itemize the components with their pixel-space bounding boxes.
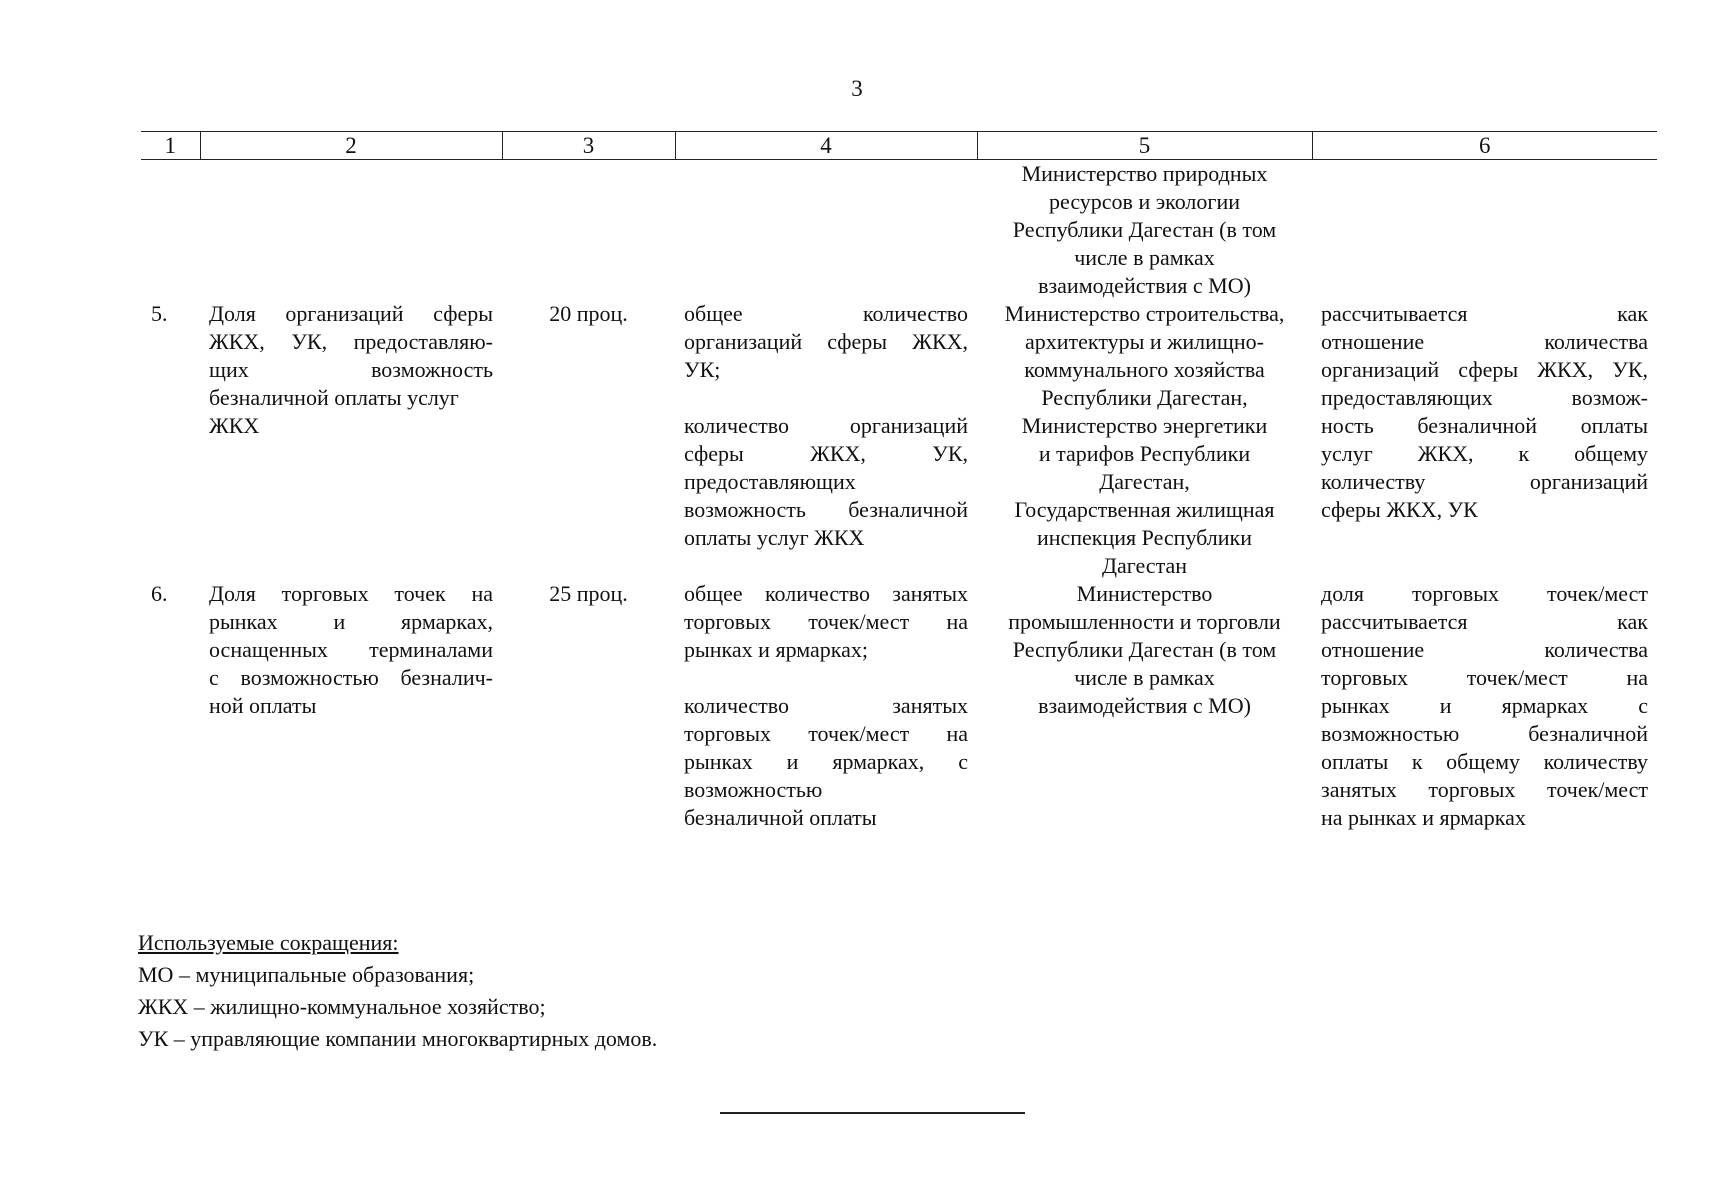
- column-header: 6: [1312, 132, 1657, 160]
- row-number: 6.: [151, 581, 168, 606]
- text-line: ной оплаты: [209, 693, 317, 718]
- text-line: количеству организаций: [1321, 469, 1648, 494]
- text-line: и тарифов Республики: [1038, 441, 1251, 466]
- responsible-cell: [977, 160, 1312, 301]
- text-line: возможностью: [684, 777, 823, 802]
- text-line: отношение количества: [1321, 637, 1648, 662]
- text-line: торговых точек/мест на: [684, 721, 968, 746]
- text-line: Министерство: [1076, 581, 1213, 606]
- text-line: ность безналичной оплаты: [1321, 413, 1648, 438]
- data-source-cell: [675, 580, 977, 832]
- text-line: оплаты к общему количеству: [1321, 749, 1648, 774]
- table-header-row: [141, 132, 1657, 160]
- text-line: рынках и ярмарках, с: [684, 749, 968, 774]
- text-line: занятых торговых точек/мест: [1321, 777, 1648, 802]
- text-line: сферы ЖКХ, УК,: [684, 441, 968, 466]
- text-line: Доля организаций сферы: [209, 301, 493, 326]
- text-line: организаций сферы ЖКХ, УК,: [1321, 357, 1648, 382]
- text-line: возможность безналичной: [684, 497, 968, 522]
- text-line: Дагестан: [1101, 553, 1187, 578]
- column-header: 2: [200, 132, 502, 160]
- row-number: 5.: [151, 301, 168, 326]
- column-header: 3: [502, 132, 675, 160]
- text-line: рынках и ярмарках с: [1321, 693, 1648, 718]
- text-line: общее количество: [684, 301, 968, 326]
- text-line: УК;: [684, 357, 721, 382]
- text-line: доля торговых точек/мест: [1321, 581, 1648, 606]
- text-line: Республики Дагестан (в том: [1012, 637, 1277, 662]
- text-line: Министерство строительства,: [1004, 301, 1285, 326]
- abbreviations-title: Используемые сокращения:: [138, 930, 399, 955]
- text-line: Республики Дагестан,: [1041, 385, 1248, 410]
- text-line: торговых точек/мест на: [684, 609, 968, 634]
- column-header: 4: [675, 132, 977, 160]
- abbreviation-item: УК – управляющие компании многоквартирных домов.: [138, 1026, 658, 1051]
- text-line: рассчитывается как: [1321, 609, 1648, 634]
- responsible-cell: [977, 300, 1312, 580]
- closing-rule: [720, 1112, 1025, 1114]
- text-line: коммунального хозяйства: [1024, 357, 1265, 382]
- text-line: ЖКХ, УК, предоставляю-: [209, 329, 493, 354]
- text-line: с возможностью безналич-: [209, 665, 493, 690]
- text-line: безналичной оплаты: [684, 805, 877, 830]
- text-line: на рынках и ярмарках: [1321, 805, 1526, 830]
- text-line: числе в рамках: [1074, 245, 1215, 270]
- text-line: ресурсов и экологии: [1049, 189, 1240, 214]
- text-line: возможностью безналичной: [1321, 721, 1648, 746]
- text-line: предоставляющих: [684, 469, 856, 494]
- responsible-cell: [977, 580, 1312, 832]
- text-line: организаций сферы ЖКХ,: [684, 329, 968, 354]
- text-line: архитектуры и жилищно-: [1025, 329, 1264, 354]
- text-line: отношение количества: [1321, 329, 1648, 354]
- table-row: [141, 300, 1657, 580]
- indicators-table: [141, 131, 1657, 832]
- text-line: рынках и ярмарках;: [684, 637, 869, 662]
- text-line: оснащенных терминалами: [209, 637, 493, 662]
- text-line: взаимодействия с МО): [1038, 693, 1251, 718]
- text-line: рассчитывается как: [1321, 301, 1648, 326]
- text-line: оплаты услуг ЖКХ: [684, 525, 865, 550]
- text-line: рынках и ярмарках,: [209, 609, 493, 634]
- abbreviations-section: [138, 927, 657, 1055]
- text-line: Доля торговых точек на: [209, 581, 493, 606]
- table-row: [141, 580, 1657, 832]
- text-line: торговых точек/мест на: [1321, 665, 1648, 690]
- text-line: щих возможность: [209, 357, 493, 382]
- text-line: предоставляющих возмож-: [1321, 385, 1648, 410]
- text-line: услуг ЖКХ, к общему: [1321, 441, 1648, 466]
- text-line: сферы ЖКХ, УК: [1321, 497, 1478, 522]
- method-cell: [1312, 580, 1657, 832]
- data-source-cell: [675, 300, 977, 580]
- abbreviation-item: МО – муниципальные образования;: [138, 962, 475, 987]
- text-line: взаимодействия с МО): [1038, 273, 1251, 298]
- text-line: ЖКХ: [209, 413, 260, 438]
- method-cell: [1312, 300, 1657, 580]
- table-row-continuation: [141, 160, 1657, 301]
- text-line: Государственная жилищная: [1014, 497, 1275, 522]
- text-line: общее количество занятых: [684, 581, 968, 606]
- indicator-cell: [200, 580, 502, 832]
- page-number: 3: [851, 76, 863, 101]
- text-line: Министерство природных: [1021, 161, 1268, 186]
- abbreviation-item: ЖКХ – жилищно-коммунальное хозяйство;: [138, 994, 546, 1019]
- column-header: 1: [141, 132, 200, 160]
- text-line: безналичной оплаты услуг: [209, 385, 459, 410]
- indicator-cell: [200, 300, 502, 580]
- text-line: количество занятых: [684, 693, 968, 718]
- text-line: количество организаций: [684, 413, 968, 438]
- text-line: Республики Дагестан (в том: [1012, 217, 1277, 242]
- text-line: Дагестан,: [1099, 469, 1190, 494]
- text-line: Министерство энергетики: [1021, 413, 1268, 438]
- text-line: числе в рамках: [1074, 665, 1215, 690]
- target-value: 20 проц.: [549, 301, 628, 326]
- target-value: 25 проц.: [549, 581, 628, 606]
- text-line: инспекция Республики: [1036, 525, 1253, 550]
- text-line: промышленности и торговли: [1008, 609, 1281, 634]
- column-header: 5: [977, 132, 1312, 160]
